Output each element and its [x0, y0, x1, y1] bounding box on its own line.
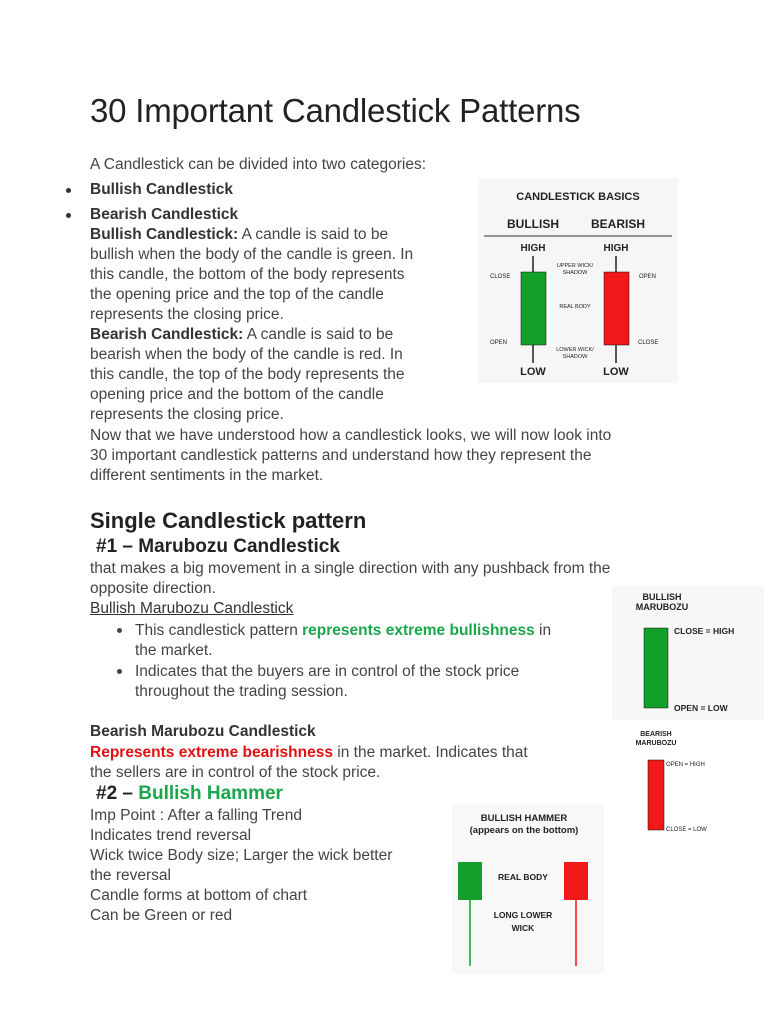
- hammer-wick-label-1: LONG LOWER: [493, 910, 553, 920]
- hammer-point: Can be Green or red: [90, 907, 233, 924]
- basics-real-body: REAL BODY: [559, 304, 591, 310]
- hammer-title-2: (appears on the bottom): [469, 825, 579, 836]
- bullish-marubozu-title-2: MARUBOZU: [635, 602, 689, 612]
- bearish-candle-body: [604, 272, 629, 345]
- bullish-marubozu-candle: [644, 628, 668, 708]
- category-bearish: Bearish Candlestick: [90, 206, 239, 223]
- basics-high-bearish: HIGH: [603, 243, 629, 254]
- bullish-marubozu-diagram: [612, 586, 764, 720]
- hammer-title-1: BULLISH HAMMER: [480, 813, 568, 824]
- basics-open-right: OPEN: [639, 274, 657, 280]
- basics-upper-wick-1: UPPER WICK/: [556, 263, 594, 269]
- hammer-green-body: [458, 862, 482, 900]
- basics-high-bullish: HIGH: [520, 243, 546, 254]
- bullish-definition: Bullish Candlestick: A candle is said to be bullish when the body of the candle is green. In this candle, the bottom of the body represents the opening price and the top of the candle represents the closing price.: [90, 226, 414, 323]
- basics-bearish-label: BEARISH: [590, 217, 646, 231]
- bullish-marubozu-heading: Bullish Marubozu Candlestick: [90, 600, 294, 617]
- basics-title: CANDLESTICK BASICS: [516, 191, 640, 203]
- bearish-marubozu-candle: [648, 760, 664, 830]
- basics-bullish-label: BULLISH: [507, 217, 559, 231]
- bullish-marubozu-title-1: BULLISH: [642, 592, 682, 602]
- bearish-marubozu-bottom-label: CLOSE = LOW: [666, 827, 707, 833]
- hammer-point: the reversal: [90, 867, 171, 884]
- bearish-marubozu-diagram: [616, 722, 726, 840]
- hammer-point: Wick twice Body size; Larger the wick better: [90, 847, 393, 864]
- bearish-marubozu-top-label: OPEN = HIGH: [666, 762, 705, 768]
- basics-low-bearish: LOW: [603, 366, 629, 378]
- page-title: 30 Important Candlestick Patterns: [90, 92, 581, 129]
- bearish-definition: Bearish Candlestick: A candle is said to be bearish when the body of the candle is red. In this candle, the top of the body represents the opening price and the bottom of the candle represents the closing price.: [90, 326, 405, 423]
- intro-text: A Candlestick can be divided into two categories:: [90, 156, 427, 173]
- bullish-marubozu-top-label: CLOSE = HIGH: [674, 626, 735, 636]
- hammer-point: Indicates trend reversal: [90, 827, 252, 844]
- bullish-marubozu-bottom-label: OPEN = LOW: [674, 703, 728, 713]
- bullish-marubozu-point-2: Indicates that the buyers are in control of the stock price throughout the trading session.: [135, 663, 520, 700]
- bullish-def-label: Bullish Candlestick:: [90, 226, 239, 243]
- basics-close-right: CLOSE: [638, 340, 659, 346]
- candlestick-basics-diagram: [478, 178, 678, 383]
- bullish-candle-body: [521, 272, 546, 345]
- bullet-icon: [117, 628, 122, 633]
- bearish-marubozu-text: Represents extreme bearishness in the market. Indicates that the sellers are in control of the stock price.: [90, 744, 528, 781]
- basics-close-left: CLOSE: [490, 274, 511, 280]
- pattern-2-points: [90, 806, 440, 926]
- basics-open-left: OPEN: [490, 340, 508, 346]
- bullet-icon: [117, 669, 122, 674]
- hammer-point: Imp Point : After a falling Trend: [90, 807, 302, 824]
- pattern-1-description: that makes a big movement in a single direction with any pushback from the opposite direction.: [90, 560, 611, 597]
- bearish-marubozu-title-2: MARUBOZU: [635, 740, 677, 747]
- pattern-2-heading: #2 – Bullish Hammer: [96, 783, 283, 804]
- hammer-point: Candle forms at bottom of chart: [90, 887, 308, 904]
- bearish-def-label: Bearish Candlestick:: [90, 326, 244, 343]
- hammer-red-body: [564, 862, 588, 900]
- basics-upper-wick-2: SHADOW: [562, 270, 588, 276]
- category-bullish: Bullish Candlestick: [90, 181, 233, 198]
- basics-lower-wick-1: LOWER WICK/: [556, 347, 594, 353]
- bullet-icon: [66, 188, 71, 193]
- bearish-marubozu-title-1: BEARISH: [640, 731, 672, 738]
- hammer-real-body-label: REAL BODY: [498, 872, 548, 882]
- bullish-hammer-diagram: [452, 804, 604, 974]
- bullet-icon: [66, 213, 71, 218]
- pattern-1-heading: #1 – Marubozu Candlestick: [96, 536, 340, 557]
- basics-low-bullish: LOW: [520, 366, 546, 378]
- basics-lower-wick-2: SHADOW: [562, 354, 588, 360]
- bullish-marubozu-point-1: This candlestick pattern represents extreme bullishness in the market.: [135, 622, 552, 659]
- transition-paragraph: Now that we have understood how a candlestick looks, we will now look into 30 important candlestick patterns and understand how they represent the different sentiments in the market.: [90, 427, 612, 484]
- hammer-wick-label-2: WICK: [511, 923, 535, 933]
- section-heading-single: Single Candlestick pattern: [90, 508, 367, 533]
- bearish-marubozu-heading: Bearish Marubozu Candlestick: [90, 723, 316, 740]
